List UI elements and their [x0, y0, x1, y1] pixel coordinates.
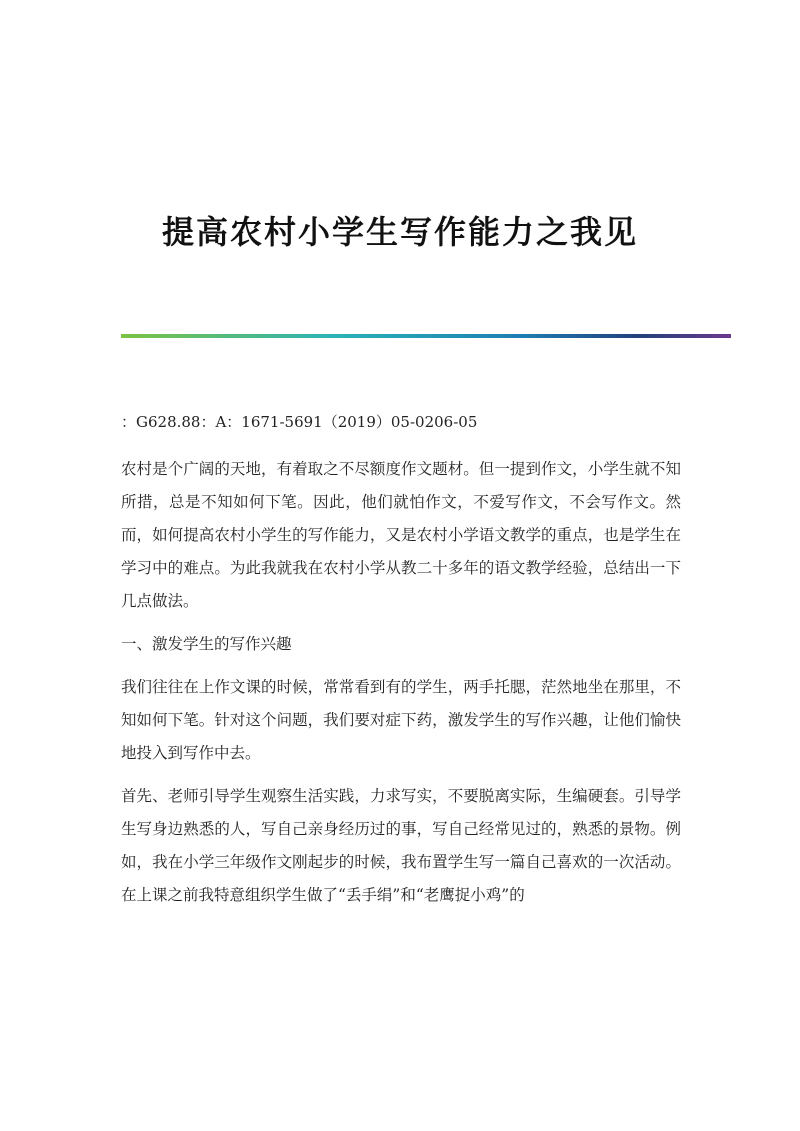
document-title: 提高农村小学生写作能力之我见	[161, 213, 638, 252]
paragraph-intro: 农村是个广阔的天地，有着取之不尽额度作文题材。但一提到作文，小学生就不知所措，总是不知如何下笔。因此，他们就怕作文，不爱写作文，不会写作文。然而，如何提高农村小学生的写作能力，又是农村小学语文教学的重点，也是学生在学习中的难点。为此我就我在农村小学从教二十多年的语文教学经验，总结出一下几点做法。	[121, 460, 681, 610]
section-heading: 一、激发学生的写作兴趣	[121, 635, 292, 653]
classification-line: ：G628.88：A：1671-5691（2019）05-0206-05	[121, 413, 478, 431]
title-divider	[121, 334, 731, 338]
paragraph-first-method: 首先、老师引导学生观察生活实践，力求写实，不要脱离实际，生编硬套。引导学生写身边熟悉的人，写自己亲身经历过的事，写自己经常见过的，熟悉的景物。例如，我在小学三年级作文刚起步的时候，我布置学生写一篇自己喜欢的一次活动。在上课之前我特意组织学生做了“丢手绢”和“老鹰捉小鸡”的	[121, 787, 681, 904]
paragraph-problem: 我们往往在上作文课的时候，常常看到有的学生，两手托腮，茫然地坐在那里，不知如何下笔。针对这个问题，我们要对症下药，激发学生的写作兴趣，让他们愉快地投入到写作中去。	[121, 678, 681, 762]
document-body	[121, 453, 681, 922]
